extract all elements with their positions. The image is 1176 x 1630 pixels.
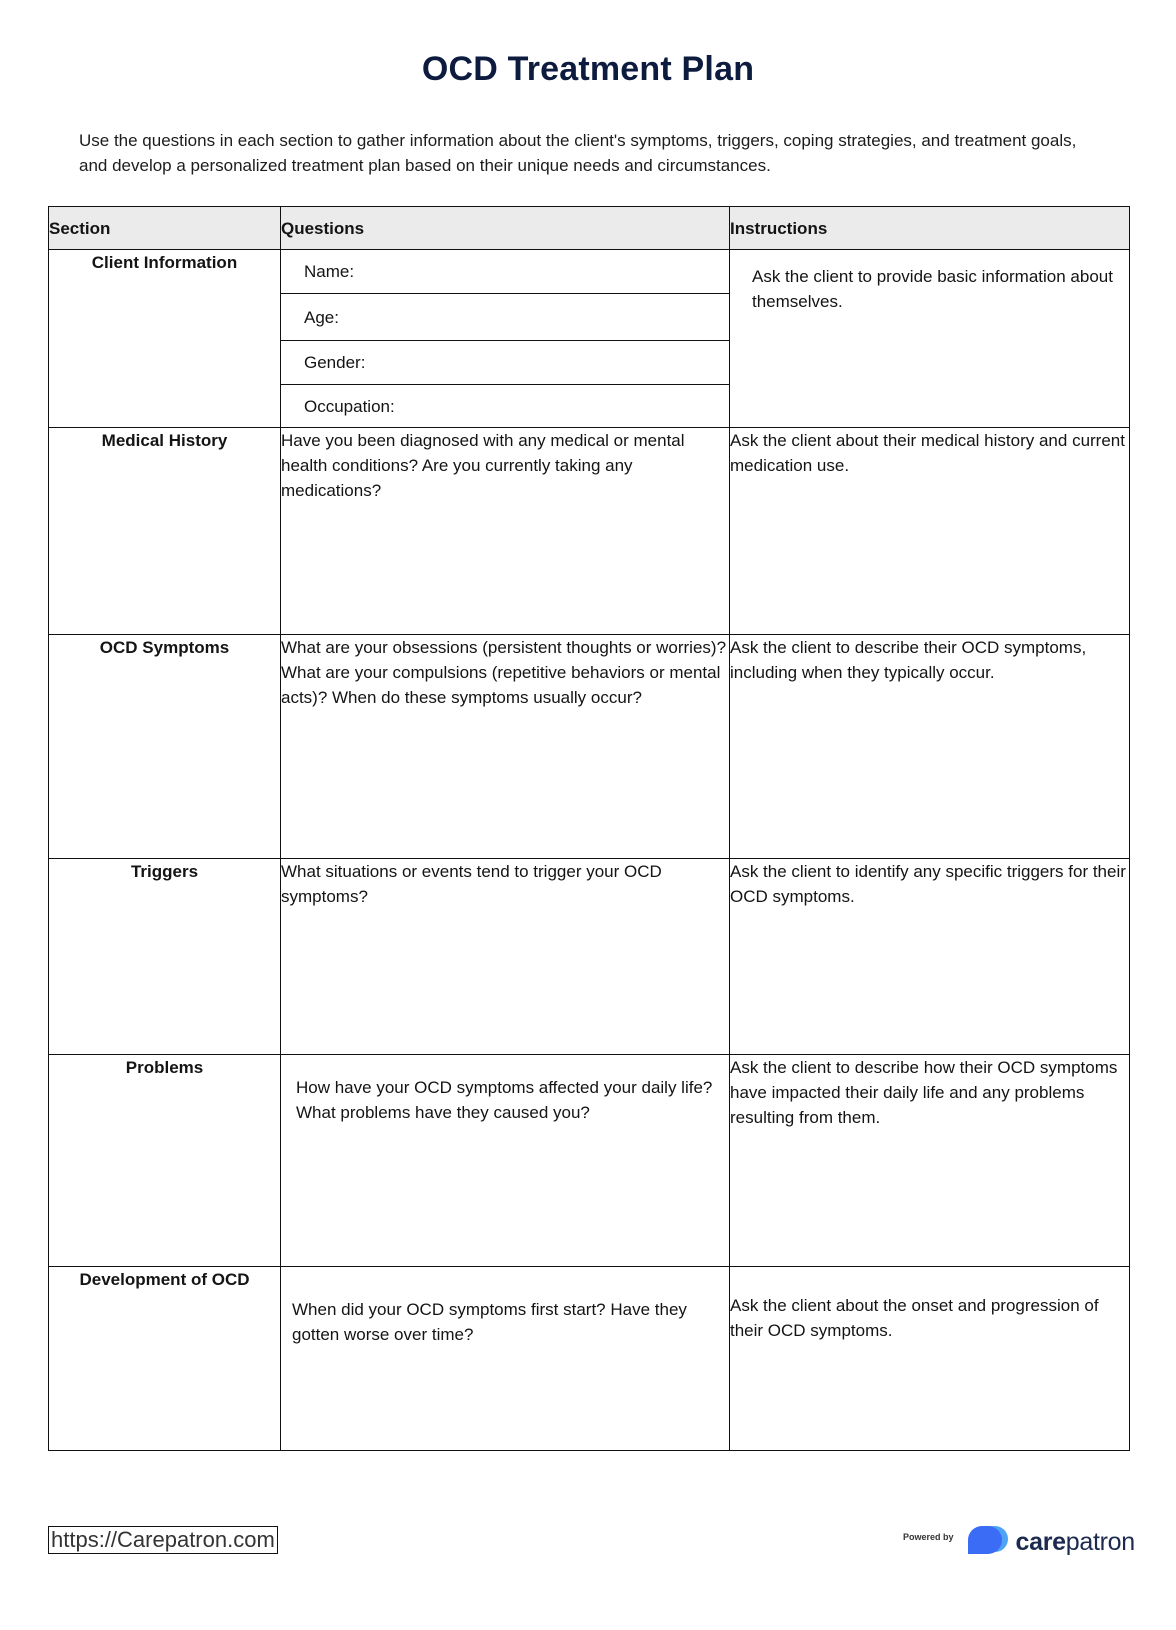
section-ocd-symptoms: OCD Symptoms: [49, 635, 281, 859]
question-ocd-symptoms[interactable]: What are your obsessions (persistent thoughts or worries)? What are your compulsions (repetitive behaviors or mental acts)? When do these symptoms usually occur?: [281, 635, 730, 859]
header-instructions: Instructions: [730, 207, 1130, 250]
table-row: [49, 859, 1130, 1055]
table-row: [49, 1267, 1130, 1451]
instruction-ocd-symptoms: Ask the client to describe their OCD symptoms, including when they typically occur.: [730, 635, 1130, 859]
table-row: [49, 635, 1130, 859]
client-info-fields: [281, 250, 730, 428]
header-questions: Questions: [281, 207, 730, 250]
carepatron-wordmark: carepatron: [1015, 1527, 1135, 1556]
carepatron-logo-icon: [964, 1524, 1012, 1560]
table-row: [49, 1055, 1130, 1267]
occupation-field[interactable]: Occupation:: [304, 396, 395, 416]
instruction-development-of-ocd: Ask the client about the onset and progression of their OCD symptoms.: [730, 1267, 1130, 1451]
table-header-row: [49, 207, 1130, 250]
instruction-client-information: Ask the client to provide basic information about themselves.: [730, 250, 1130, 428]
question-medical-history[interactable]: Have you been diagnosed with any medical or mental health conditions? Are you currently taking any medications?: [281, 428, 730, 635]
name-field[interactable]: Name:: [281, 250, 729, 294]
section-client-information: Client Information: [49, 250, 281, 428]
treatment-plan-table: [48, 206, 1130, 1451]
instruction-triggers: Ask the client to identify any specific triggers for their OCD symptoms.: [730, 859, 1130, 1055]
table-row: [49, 428, 1130, 635]
section-medical-history: Medical History: [49, 428, 281, 635]
intro-paragraph: Use the questions in each section to gather information about the client's symptoms, triggers, coping strategies, and treatment goals, and develop a personalized treatment plan based on their unique needs and circumstances.: [79, 131, 1077, 175]
carepatron-link[interactable]: https://Carepatron.com: [48, 1526, 278, 1554]
gender-field[interactable]: Gender:: [281, 341, 729, 385]
powered-by-label: Powered by: [903, 1532, 954, 1542]
powered-by-carepatron: [903, 1522, 1135, 1562]
header-section: Section: [49, 207, 281, 250]
section-problems: Problems: [49, 1055, 281, 1267]
page-title: OCD Treatment Plan: [421, 50, 755, 88]
section-development-of-ocd: Development of OCD: [49, 1267, 281, 1451]
instruction-medical-history: Ask the client about their medical history and current medication use.: [730, 428, 1130, 635]
age-field[interactable]: Age:: [281, 294, 729, 341]
question-triggers[interactable]: What situations or events tend to trigger your OCD symptoms?: [281, 859, 730, 1055]
question-problems[interactable]: How have your OCD symptoms affected your daily life? What problems have they caused you?: [281, 1055, 730, 1267]
instruction-problems: Ask the client to describe how their OCD symptoms have impacted their daily life and any problems resulting from them.: [730, 1055, 1130, 1267]
question-development-of-ocd[interactable]: When did your OCD symptoms first start? Have they gotten worse over time?: [281, 1267, 730, 1451]
section-triggers: Triggers: [49, 859, 281, 1055]
table-row: [49, 250, 1130, 428]
